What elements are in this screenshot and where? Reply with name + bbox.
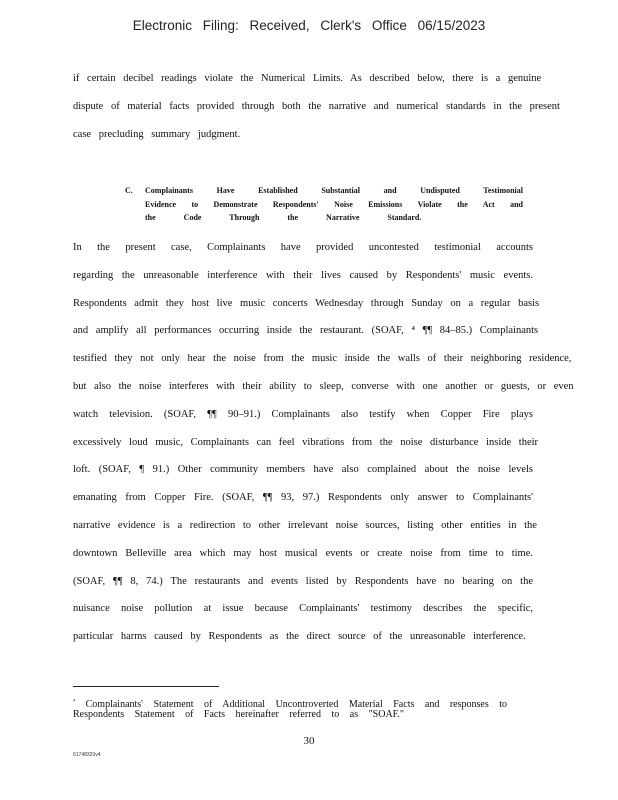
text-line: watch television. (SOAF, ¶¶ 90–91.) Complainants also testify when Copper Fire plays: [73, 408, 533, 420]
text-line: particular harms caused by Respondents as the direct source of the unreasonable interference.: [73, 631, 526, 643]
footnote-marker: ⁴: [73, 699, 76, 705]
text-line: and amplify all performances occurring inside the restaurant. (SOAF, ⁴ ¶¶ 84–85.) Complainants: [73, 325, 539, 337]
text-line: case precluding summary judgment.: [73, 128, 241, 140]
text-line: dispute of material facts provided through both the narrative and numerical standards in the present: [73, 100, 560, 112]
paragraph-main: [73, 234, 574, 651]
text-line: if certain decibel readings violate the Numerical Limits. As described below, there is a genuine: [73, 73, 542, 84]
heading-line: the Code Through the Narrative Standard.: [145, 213, 422, 222]
heading-line: Evidence to Demonstrate Respondents' Noise Emissions Violate the Act and: [145, 199, 523, 209]
text-line: loft. (SOAF, ¶ 91.) Other community members have also complained about the noise levels: [73, 464, 533, 476]
filing-header: Electronic Filing: Received, Clerk's Office 06/15/2023: [132, 18, 486, 33]
section-heading-text: [145, 184, 523, 225]
text-line: testified they not only hear the noise from the music inside the walls of their neighboring residence,: [73, 353, 572, 365]
page-number: 30: [303, 735, 315, 747]
text-line: but also the noise interferes with their ability to sleep, converse with one another or guests, or even: [73, 380, 574, 392]
text-line: emanating from Copper Fire. (SOAF, ¶¶ 93, 97.) Respondents only answer to Complainants': [73, 492, 533, 504]
text-line: In the present case, Complainants have provided uncontested testimonial accounts: [73, 242, 533, 253]
text-line: downtown Belleville area which may host musical events or create noise from time to time.: [73, 547, 533, 559]
text-line: excessively loud music, Complainants can feel vibrations from the noise disturbance inside their: [73, 436, 539, 448]
text-line: Respondents admit they host live music concerts Wednesday through Sunday on a regular basis: [73, 297, 540, 309]
footnote-text: Complainants' Statement of Additional Uncontroverted Material Facts and responses to: [85, 699, 508, 710]
text-line: narrative evidence is a redirection to other irrelevant noise sources, listing other entities in the: [73, 519, 537, 531]
heading-line: Complainants Have Established Substantial and Undisputed Testimonial: [145, 186, 523, 195]
footnote: [73, 697, 507, 720]
text-line: (SOAF, ¶¶ 8, 74.) The restaurants and events listed by Respondents have no bearing on the: [73, 575, 533, 587]
text-line: regarding the unreasonable interference with their lives caused by Respondents' music events.: [73, 269, 533, 281]
section-letter: C.: [125, 186, 133, 195]
text-line: nuisance noise pollution at issue because Complainants' testimony describes the specific,: [73, 603, 533, 615]
document-id: 61748320v4: [73, 752, 101, 758]
footnote-divider: [73, 686, 219, 687]
paragraph-continuation: [73, 65, 560, 148]
footnote-line: Respondents Statement of Facts hereinafter referred to as "SOAF.": [73, 709, 405, 720]
